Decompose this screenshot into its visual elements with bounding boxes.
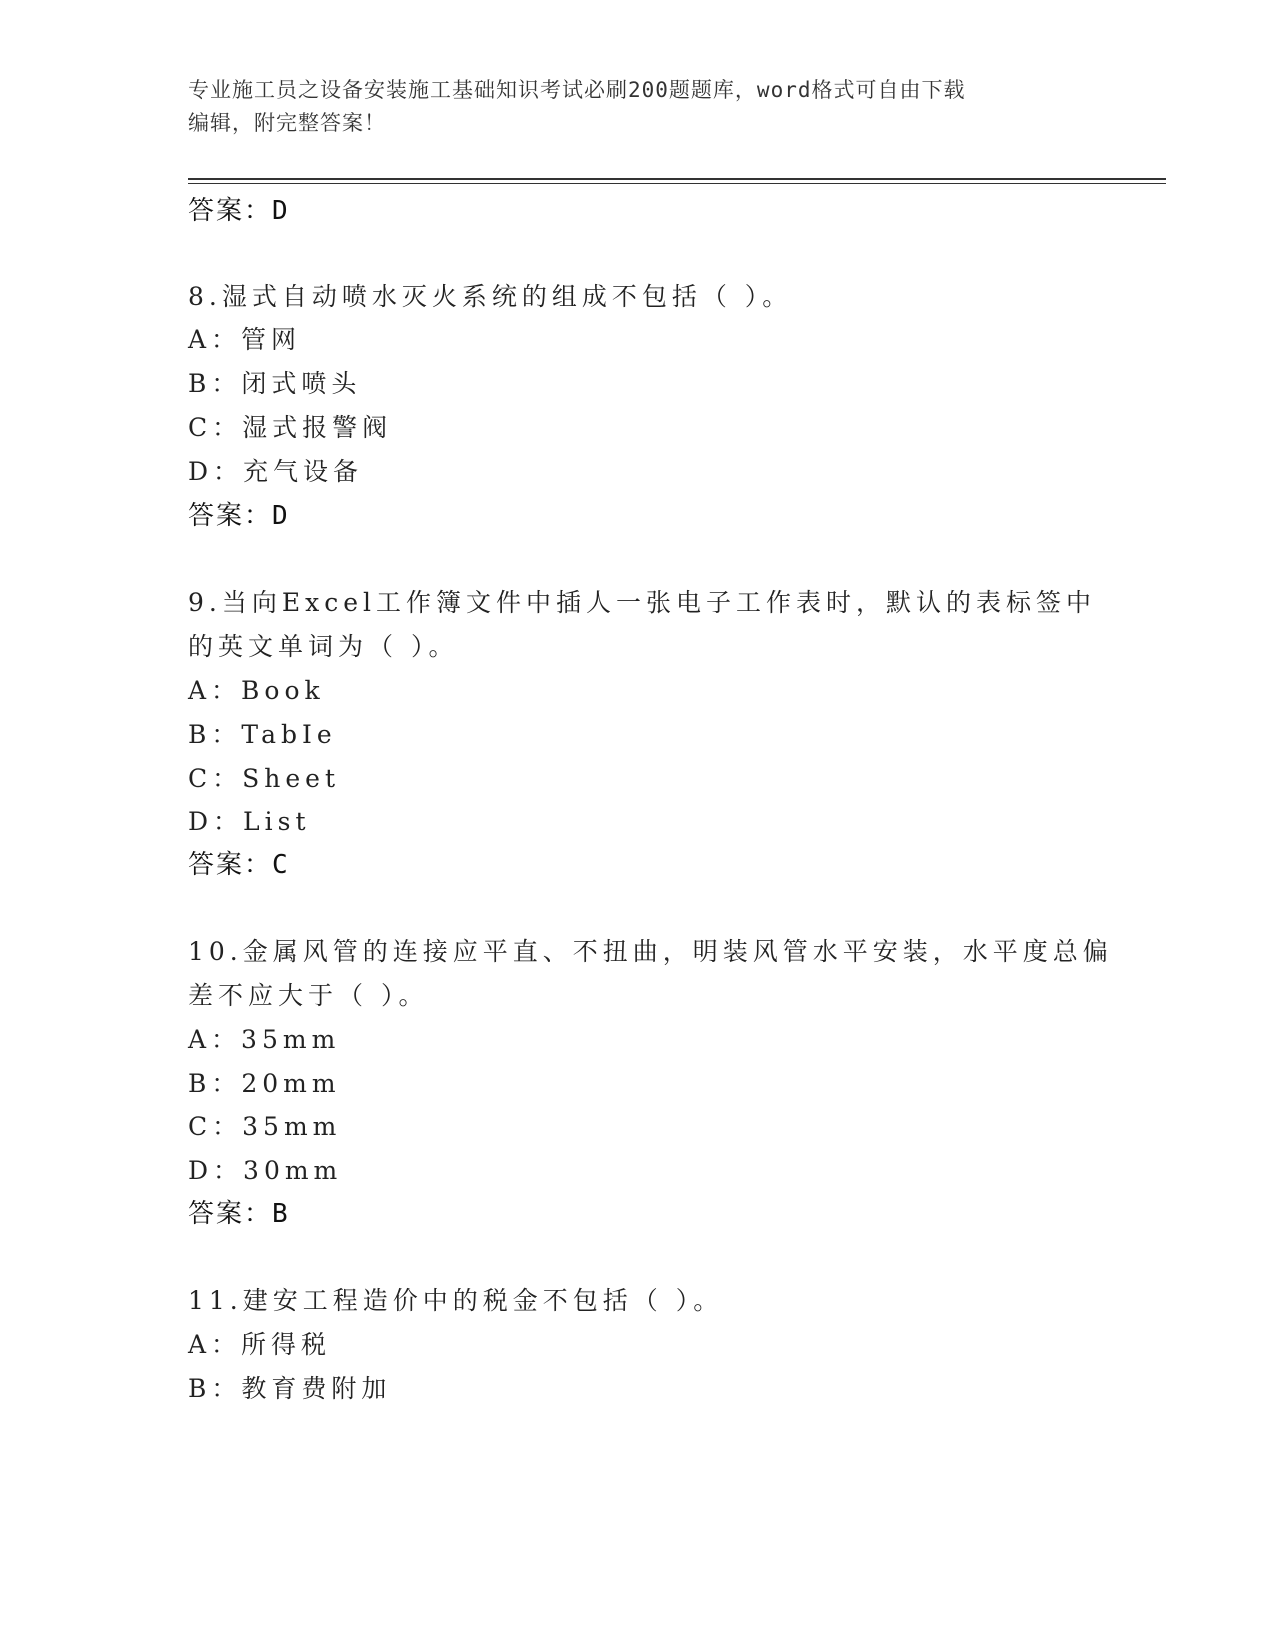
- question-10-option-a: A：35mm: [188, 1025, 341, 1054]
- question-10-stem-line-1: 10.金属风管的连接应平直、不扭曲，明装风管水平安装，水平度总偏: [188, 937, 1113, 966]
- answer-line-9: [188, 845, 288, 885]
- question-9-stem-line-1: 9.当向Excel工作簿文件中插人一张电子工作表时，默认的表标签中: [188, 588, 1096, 617]
- answer-line-8: [188, 496, 288, 536]
- question-10-option-d: D：30mm: [188, 1156, 343, 1185]
- answer-value: C: [272, 850, 288, 880]
- header-line-2: 编辑，附完整答案！: [188, 111, 386, 135]
- question-11-stem: 11.建安工程造价中的税金不包括（ ）。: [188, 1286, 724, 1315]
- question-10-stem-line-2: 差不应大于（ ）。: [188, 981, 429, 1010]
- answer-line-10: [188, 1194, 288, 1234]
- answer-value: B: [272, 1199, 288, 1229]
- question-10-option-b: B：20mm: [188, 1069, 341, 1098]
- question-8-option-d: D：充气设备: [188, 457, 364, 486]
- question-9-option-b: B：TabIe: [188, 720, 337, 749]
- question-8-option-b: B：闭式喷头: [188, 369, 362, 398]
- answer-label: 答案：: [188, 1199, 273, 1229]
- question-9-option-a: A：Book: [188, 676, 325, 705]
- question-9-option-d: D：List: [188, 807, 311, 836]
- document-header: [188, 74, 1068, 140]
- answer-label: 答案：: [188, 850, 273, 880]
- question-8-option-a: A：管网: [188, 325, 302, 354]
- question-9-stem-line-2: 的英文单词为（ ）。: [188, 632, 459, 661]
- question-8-stem: 8.湿式自动喷水灭火系统的组成不包括（ ）。: [188, 282, 793, 311]
- question-8-option-c: C：湿式报警阀: [188, 413, 393, 442]
- header-line-1: 专业施工员之设备安装施工基础知识考试必刷200题题库，word格式可自由下载: [188, 78, 966, 102]
- question-9-option-c: C：Sheet: [188, 764, 340, 793]
- header-divider-thin: [188, 183, 1166, 184]
- answer-value: D: [272, 196, 288, 226]
- answer-label: 答案：: [188, 501, 273, 531]
- answer-label: 答案：: [188, 196, 273, 226]
- question-10-option-c: C：35mm: [188, 1112, 342, 1141]
- question-11-option-b: B：教育费附加: [188, 1374, 392, 1403]
- answer-value: D: [272, 501, 288, 531]
- question-11-option-a: A：所得税: [188, 1330, 332, 1359]
- answer-line-7: [188, 191, 288, 231]
- header-divider-thick: [188, 178, 1166, 180]
